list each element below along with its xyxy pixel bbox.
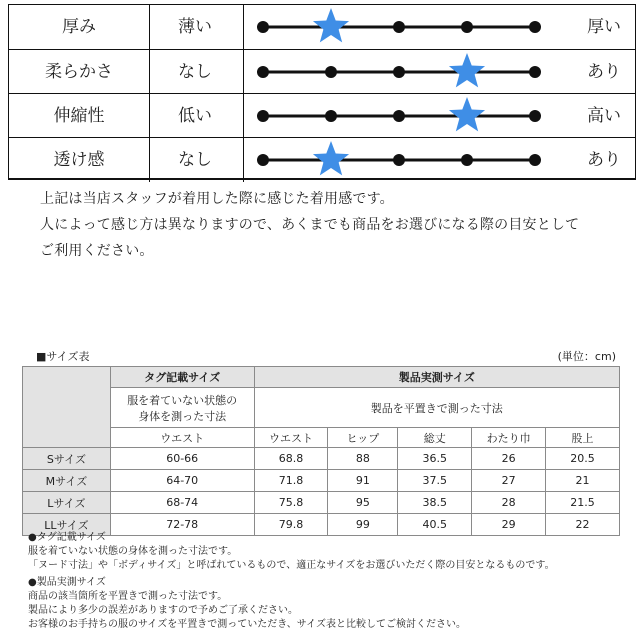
table-row: [23, 514, 620, 536]
footer-line: 「ヌード寸法」や「ボディサイズ」と呼ばれているもので、適正なサイズをお選びいただく際の目安となるものです。: [28, 560, 555, 571]
scale-dot: [257, 154, 269, 166]
feel-label: 厚み: [62, 17, 96, 37]
scale-right-word: 高い: [587, 106, 621, 126]
scale-right-word: 厚い: [587, 17, 621, 37]
table-cell: 99: [328, 514, 398, 536]
scale-left-word: なし: [178, 150, 212, 170]
column-header: ヒップ: [328, 428, 398, 448]
table-cell: 40.5: [398, 514, 472, 536]
table-cell: 95: [328, 492, 398, 514]
feel-label: 伸縮性: [53, 106, 105, 126]
scale-dot: [529, 110, 541, 122]
column-header: わたり巾: [472, 428, 546, 448]
scale-dot: [529, 66, 541, 78]
scale-dot: [257, 110, 269, 122]
scale-left-word: 低い: [178, 106, 212, 126]
table-cell: 72-78: [110, 514, 254, 536]
note-line-3: ご利用ください。: [40, 243, 154, 259]
table-row: [23, 448, 620, 470]
note-line-1: 上記は当店スタッフが着用した際に感じた着用感です。: [40, 191, 394, 207]
actual-size-header: 製品実測サイズ: [254, 367, 619, 388]
feel-scale: [249, 50, 549, 94]
column-header: ウエスト: [254, 428, 328, 448]
table-cell: 37.5: [398, 470, 472, 492]
tag-size-header: タグ記載サイズ: [110, 367, 254, 388]
footer-line: 製品により多少の誤差がありますので予めご了承ください。: [28, 605, 298, 616]
table-cell: 91: [328, 470, 398, 492]
footer-line: 商品の該当箇所を平置きで測った寸法です。: [28, 591, 228, 602]
feel-row-thickness: [9, 5, 635, 49]
scale-right-word: あり: [587, 62, 621, 82]
feel-row-softness: [9, 49, 635, 94]
scale-dot: [529, 154, 541, 166]
feel-label: 柔らかさ: [45, 62, 113, 82]
size-label: Sサイズ: [23, 448, 111, 470]
footer-line: お客様のお手持ちの服のサイズを平置きで測っていただき、サイズ表と比較してご検討ください。: [28, 619, 466, 630]
table-cell: 64-70: [110, 470, 254, 492]
scale-dot: [529, 21, 541, 33]
scale-dot: [325, 110, 337, 122]
table-cell: 75.8: [254, 492, 328, 514]
table-cell: 38.5: [398, 492, 472, 514]
table-row: [23, 470, 620, 492]
wear-feel-table: [8, 4, 636, 180]
size-label: Mサイズ: [23, 470, 111, 492]
scale-dot: [393, 110, 405, 122]
corner-cell: [23, 367, 111, 448]
scale-dot: [393, 66, 405, 78]
column-header: ウエスト: [110, 428, 254, 448]
feel-scale: [249, 138, 549, 182]
scale-dot: [257, 66, 269, 78]
feel-label: 透け感: [53, 150, 105, 170]
tag-desc-line: 身体を測った寸法: [138, 409, 227, 423]
column-header: 総丈: [398, 428, 472, 448]
feel-scale: [249, 5, 549, 49]
feel-row-sheerness: [9, 137, 635, 182]
table-cell: 88: [328, 448, 398, 470]
table-cell: 28: [472, 492, 546, 514]
column-header: 股上: [546, 428, 620, 448]
size-label: Lサイズ: [23, 492, 111, 514]
tag-desc-line: 服を着ていない状態の: [127, 393, 238, 407]
table-cell: 79.8: [254, 514, 328, 536]
table-cell: 21.5: [546, 492, 620, 514]
scale-dot: [393, 21, 405, 33]
table-cell: 21: [546, 470, 620, 492]
footer-heading-actual: ●製品実測サイズ: [28, 577, 106, 588]
rating-star-icon: [449, 97, 485, 131]
actual-size-description: 製品を平置きで測った寸法: [254, 388, 619, 428]
footer-heading-tag: ●タグ記載サイズ: [28, 532, 106, 543]
size-label: LLサイズ: [23, 514, 111, 536]
scale-dot: [393, 154, 405, 166]
table-cell: 22: [546, 514, 620, 536]
rating-star-icon: [313, 141, 349, 175]
scale-dot: [257, 21, 269, 33]
scale-left-word: 薄い: [178, 17, 212, 37]
rating-star-icon: [313, 8, 349, 42]
scale-dot: [461, 154, 473, 166]
size-table: [22, 366, 620, 536]
footer-line: 服を着ていない状態の身体を測った寸法です。: [28, 546, 238, 557]
scale-left-word: なし: [178, 62, 212, 82]
unit-label: (単位：cm): [557, 350, 616, 363]
table-row: [23, 492, 620, 514]
table-cell: 68.8: [254, 448, 328, 470]
tag-size-description: [110, 388, 254, 428]
feel-scale: [249, 94, 549, 138]
scale-dot: [325, 66, 337, 78]
table-cell: 71.8: [254, 470, 328, 492]
size-table-title: ■サイズ表: [36, 350, 90, 363]
note-line-2: 人によって感じ方は異なりますので、あくまでも商品をお選びになる際の目安として: [40, 217, 580, 233]
rating-star-icon: [449, 53, 485, 87]
feel-row-stretch: [9, 93, 635, 138]
table-cell: 26: [472, 448, 546, 470]
table-cell: 68-74: [110, 492, 254, 514]
table-cell: 36.5: [398, 448, 472, 470]
table-cell: 20.5: [546, 448, 620, 470]
scale-right-word: あり: [587, 150, 621, 170]
scale-dot: [461, 21, 473, 33]
table-cell: 27: [472, 470, 546, 492]
table-cell: 60-66: [110, 448, 254, 470]
table-cell: 29: [472, 514, 546, 536]
